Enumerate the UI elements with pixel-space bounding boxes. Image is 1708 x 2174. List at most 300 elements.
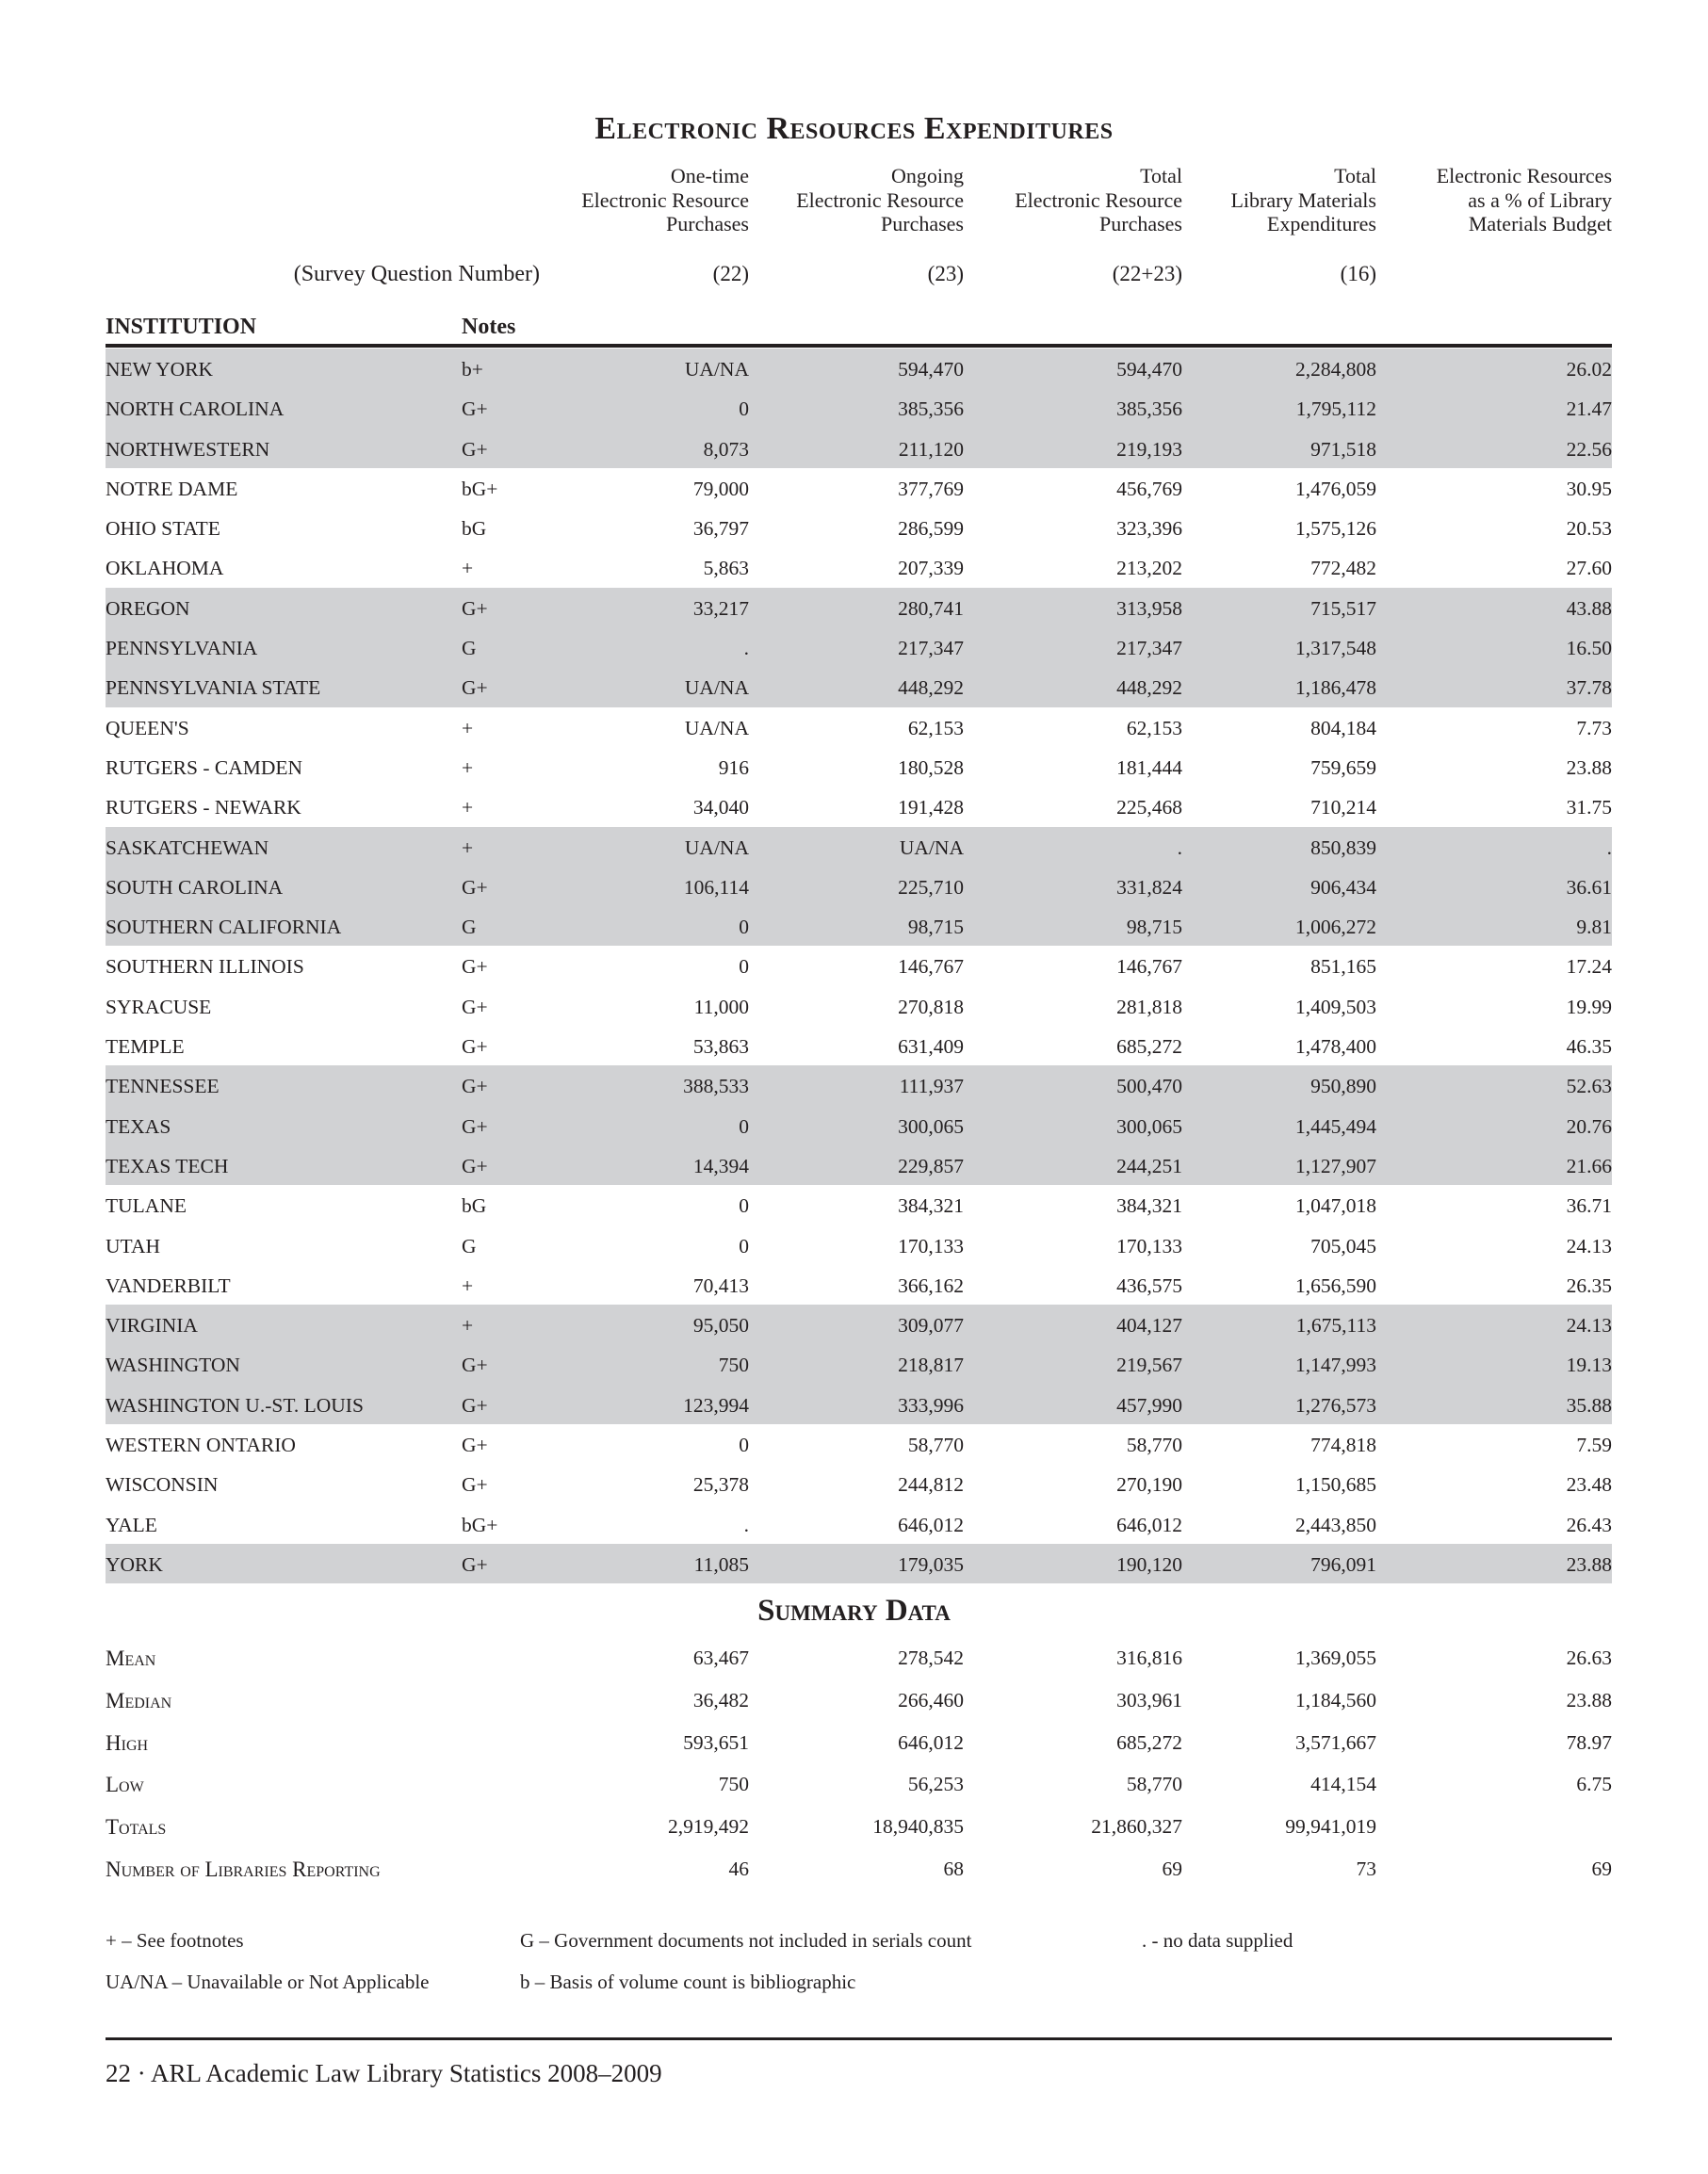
institution-name: SOUTHERN CALIFORNIA bbox=[106, 916, 342, 939]
footnote-g: G – Government documents not included in serials count bbox=[520, 1929, 972, 1952]
table-cell-value: 772,482 bbox=[1310, 557, 1376, 580]
institution-name: PENNSYLVANIA bbox=[106, 637, 258, 660]
table-cell-value: 377,769 bbox=[898, 477, 964, 500]
institution-notes: G+ bbox=[462, 397, 488, 421]
survey-number: (16) bbox=[1340, 262, 1376, 285]
table-cell-value: 1,147,993 bbox=[1295, 1354, 1376, 1377]
survey-number: (23) bbox=[927, 262, 964, 285]
table-cell-value: 300,065 bbox=[1116, 1114, 1182, 1138]
table-cell-value: 685,272 bbox=[1116, 1035, 1182, 1059]
table-cell-value: 70,413 bbox=[692, 1274, 749, 1297]
institution-notes: G+ bbox=[462, 437, 488, 461]
institution-name: VIRGINIA bbox=[106, 1314, 198, 1338]
table-row bbox=[106, 946, 1612, 985]
table-cell-value: 705,045 bbox=[1310, 1234, 1376, 1257]
table-cell-value: 1,476,059 bbox=[1295, 477, 1376, 500]
table-cell-value: 7.59 bbox=[1576, 1434, 1612, 1457]
table-cell-value: 36.61 bbox=[1566, 875, 1612, 899]
table-cell-value: 24.13 bbox=[1566, 1314, 1612, 1338]
table-cell-value: 62,153 bbox=[907, 716, 964, 739]
table-cell-value: 1,656,590 bbox=[1295, 1274, 1376, 1297]
table-cell-value: 26.43 bbox=[1566, 1513, 1612, 1536]
summary-value: 56,253 bbox=[907, 1773, 964, 1796]
table-cell-value: 366,162 bbox=[898, 1274, 964, 1297]
institution-notes: bG+ bbox=[462, 477, 498, 500]
institution-notes: bG+ bbox=[462, 1513, 498, 1536]
column-header-line: Purchases bbox=[1099, 212, 1182, 235]
column-header-line: Ongoing bbox=[891, 164, 964, 187]
table-cell-value: 448,292 bbox=[1116, 676, 1182, 700]
table-row bbox=[106, 1305, 1612, 1344]
column-header-line: as a % of Library bbox=[1468, 187, 1612, 212]
table-cell-value: 58,770 bbox=[1126, 1434, 1182, 1457]
summary-value: 266,460 bbox=[898, 1688, 964, 1712]
footnote-dot: . - no data supplied bbox=[1142, 1929, 1293, 1952]
institution-notes: G+ bbox=[462, 1114, 488, 1138]
table-cell-value: 26.35 bbox=[1566, 1274, 1612, 1297]
table-row bbox=[106, 1065, 1612, 1105]
table-cell-value: 219,193 bbox=[1116, 437, 1182, 461]
table-cell-value: 43.88 bbox=[1566, 596, 1612, 620]
table-cell-value: 170,133 bbox=[1116, 1234, 1182, 1257]
summary-value: 316,816 bbox=[1116, 1647, 1182, 1669]
table-cell-value: 181,444 bbox=[1116, 755, 1182, 779]
table-cell-value: 53,863 bbox=[692, 1035, 749, 1059]
institution-notes: b+ bbox=[462, 358, 483, 381]
table-cell-value: 1,127,907 bbox=[1295, 1154, 1376, 1177]
table-cell-value: 594,470 bbox=[1116, 358, 1182, 381]
table-cell-value: 170,133 bbox=[898, 1234, 964, 1257]
column-header-one-time bbox=[581, 164, 749, 236]
summary-label: Low bbox=[106, 1773, 144, 1797]
page-title: Electronic Resources Expenditures bbox=[594, 111, 1114, 146]
table-cell-value: 211,120 bbox=[898, 437, 964, 461]
summary-value: 685,272 bbox=[1116, 1730, 1182, 1754]
table-cell-value: 1,675,113 bbox=[1295, 1314, 1376, 1338]
institution-name: WASHINGTON bbox=[106, 1354, 240, 1377]
table-cell-value: 715,517 bbox=[1310, 596, 1376, 620]
summary-value: 78.97 bbox=[1566, 1730, 1612, 1754]
column-header-percent bbox=[1437, 164, 1612, 236]
institution-name: SOUTH CAROLINA bbox=[106, 875, 284, 899]
table-cell-value: 1,276,573 bbox=[1295, 1393, 1376, 1417]
institution-notes: G bbox=[462, 637, 477, 660]
table-cell-value: 280,741 bbox=[898, 596, 964, 620]
table-cell-value: 34,040 bbox=[692, 796, 749, 819]
column-header-line: Library Materials bbox=[1230, 187, 1376, 212]
table-cell-value: 111,937 bbox=[899, 1075, 964, 1098]
table-cell-value: 52.63 bbox=[1566, 1075, 1612, 1098]
institution-name: NORTH CAROLINA bbox=[106, 397, 285, 421]
table-cell-value: 217,347 bbox=[1116, 637, 1182, 660]
table-cell-value: 98,715 bbox=[1126, 916, 1182, 939]
survey-question-label: (Survey Question Number) bbox=[293, 262, 540, 286]
table-cell-value: 20.53 bbox=[1566, 517, 1612, 541]
table-row bbox=[106, 508, 1612, 547]
table-cell-value: 218,817 bbox=[898, 1354, 964, 1377]
table-row bbox=[106, 1026, 1612, 1065]
table-cell-value: 851,165 bbox=[1310, 955, 1376, 979]
summary-value: 69 bbox=[1162, 1857, 1182, 1880]
footnote-b: b – Basis of volume count is bibliographic bbox=[520, 1971, 856, 1993]
institution-notes: G+ bbox=[462, 995, 488, 1018]
table-cell-value: 1,317,548 bbox=[1295, 637, 1376, 660]
column-header-line: Electronic Resource bbox=[1015, 187, 1182, 212]
table-cell-value: 286,599 bbox=[898, 517, 964, 541]
table-cell-value: 270,818 bbox=[898, 995, 964, 1018]
summary-value: 18,940,835 bbox=[872, 1815, 964, 1839]
table-row bbox=[106, 349, 1612, 388]
summary-value: 303,961 bbox=[1116, 1688, 1182, 1712]
institution-notes: G+ bbox=[462, 1393, 488, 1417]
table-cell-value: 191,428 bbox=[898, 796, 964, 819]
table-row bbox=[106, 1145, 1612, 1185]
table-cell-value: 225,710 bbox=[898, 875, 964, 899]
table-row bbox=[106, 627, 1612, 667]
table-cell-value: 25,378 bbox=[692, 1473, 749, 1497]
table-cell-value: UA/NA bbox=[684, 836, 749, 859]
table-cell-value: 500,470 bbox=[1116, 1075, 1182, 1098]
summary-row bbox=[106, 1728, 1612, 1770]
institution-name: SOUTHERN ILLINOIS bbox=[106, 955, 304, 979]
table-cell-value: 22.56 bbox=[1566, 437, 1612, 461]
institution-notes: bG bbox=[462, 517, 487, 541]
summary-value: 99,941,019 bbox=[1285, 1815, 1376, 1839]
institution-name: WISCONSIN bbox=[106, 1473, 219, 1497]
table-cell-value: . bbox=[743, 1513, 749, 1536]
table-cell-value: 774,818 bbox=[1310, 1434, 1376, 1457]
summary-value: 3,571,667 bbox=[1295, 1730, 1376, 1754]
table-cell-value: 106,114 bbox=[683, 875, 749, 899]
institution-notes: + bbox=[462, 1274, 474, 1297]
table-cell-value: 384,321 bbox=[1116, 1194, 1182, 1218]
table-cell-value: 31.75 bbox=[1566, 796, 1612, 819]
table-cell-value: 123,994 bbox=[683, 1393, 749, 1417]
summary-value: 69 bbox=[1591, 1857, 1612, 1880]
table-cell-value: 796,091 bbox=[1310, 1552, 1376, 1576]
institution-notes: G+ bbox=[462, 1434, 488, 1457]
institution-notes: + bbox=[462, 755, 474, 779]
institution-notes: + bbox=[462, 796, 474, 819]
table-cell-value: 631,409 bbox=[898, 1035, 964, 1059]
institution-name: OREGON bbox=[106, 596, 190, 620]
column-header-ongoing bbox=[796, 164, 964, 236]
column-header-line: Electronic Resources bbox=[1436, 164, 1612, 187]
table-cell-value: 37.78 bbox=[1566, 676, 1612, 700]
institution-notes: G bbox=[462, 1234, 477, 1257]
institution-name: TULANE bbox=[106, 1194, 187, 1218]
summary-value: 750 bbox=[718, 1773, 749, 1796]
table-cell-value: 62,153 bbox=[1126, 716, 1182, 739]
table-cell-value: 850,839 bbox=[1310, 836, 1376, 859]
table-row bbox=[106, 429, 1612, 468]
table-cell-value: 1,006,272 bbox=[1295, 916, 1376, 939]
table-cell-value: 21.47 bbox=[1566, 397, 1612, 421]
table-cell-value: 146,767 bbox=[1116, 955, 1182, 979]
table-row bbox=[106, 1185, 1612, 1225]
institution-notes: G+ bbox=[462, 1035, 488, 1059]
summary-value: 21,860,327 bbox=[1091, 1815, 1182, 1839]
table-cell-value: 14,394 bbox=[692, 1154, 749, 1177]
table-row bbox=[106, 1385, 1612, 1424]
table-cell-value: 0 bbox=[739, 1434, 749, 1457]
table-cell-value: 759,659 bbox=[1310, 755, 1376, 779]
table-cell-value: 35.88 bbox=[1566, 1393, 1612, 1417]
summary-label: Number of Libraries Reporting bbox=[106, 1857, 381, 1881]
footnote-uana: UA/NA – Unavailable or Not Applicable bbox=[106, 1971, 430, 1993]
survey-number: (22) bbox=[712, 262, 749, 285]
summary-value: 1,184,560 bbox=[1295, 1688, 1376, 1712]
institution-name: NEW YORK bbox=[106, 358, 214, 381]
table-row bbox=[106, 906, 1612, 946]
institution-notes: G+ bbox=[462, 1552, 488, 1576]
table-cell-value: 1,575,126 bbox=[1295, 517, 1376, 541]
summary-table bbox=[106, 1643, 1612, 1896]
table-cell-value: 19.13 bbox=[1566, 1354, 1612, 1377]
table-cell-value: 0 bbox=[739, 397, 749, 421]
summary-value: 2,919,492 bbox=[668, 1815, 749, 1839]
table-cell-value: 33,217 bbox=[692, 596, 749, 620]
table-cell-value: 7.73 bbox=[1576, 716, 1612, 739]
table-cell-value: 17.24 bbox=[1566, 955, 1612, 979]
table-row bbox=[106, 1424, 1612, 1464]
table-cell-value: 26.02 bbox=[1566, 358, 1612, 381]
table-cell-value: UA/NA bbox=[684, 676, 749, 700]
table-cell-value: 1,150,685 bbox=[1295, 1473, 1376, 1497]
table-row bbox=[106, 1344, 1612, 1384]
summary-label: Median bbox=[106, 1688, 172, 1712]
table-cell-value: 36,797 bbox=[692, 517, 749, 541]
table-cell-value: 23.88 bbox=[1566, 755, 1612, 779]
page-footer: 22 · ARL Academic Law Library Statistics 2008–2009 bbox=[106, 2059, 662, 2087]
summary-value: 6.75 bbox=[1576, 1773, 1612, 1796]
summary-value: 63,467 bbox=[692, 1647, 749, 1669]
table-cell-value: 58,770 bbox=[907, 1434, 964, 1457]
summary-value: 58,770 bbox=[1126, 1773, 1182, 1796]
summary-value: 1,369,055 bbox=[1295, 1647, 1376, 1669]
table-cell-value: 0 bbox=[739, 916, 749, 939]
table-cell-value: 21.66 bbox=[1566, 1154, 1612, 1177]
column-header-line: Electronic Resource bbox=[796, 187, 964, 212]
table-cell-value: 456,769 bbox=[1116, 477, 1182, 500]
institution-name: SASKATCHEWAN bbox=[106, 836, 269, 859]
column-header-line: Expenditures bbox=[1266, 212, 1376, 235]
summary-value: 278,542 bbox=[898, 1647, 964, 1669]
institution-name: PENNSYLVANIA STATE bbox=[106, 676, 321, 700]
summary-row bbox=[106, 1643, 1612, 1685]
table-cell-value: 1,047,018 bbox=[1295, 1194, 1376, 1218]
table-cell-value: 388,533 bbox=[683, 1075, 749, 1098]
summary-value: 46 bbox=[728, 1857, 749, 1880]
table-cell-value: 906,434 bbox=[1310, 875, 1376, 899]
table-cell-value: 331,824 bbox=[1116, 875, 1182, 899]
table-cell-value: . bbox=[743, 637, 749, 660]
table-cell-value: 219,567 bbox=[1116, 1354, 1182, 1377]
table-cell-value: UA/NA bbox=[684, 358, 749, 381]
table-cell-value: 0 bbox=[739, 955, 749, 979]
column-header-total-electronic bbox=[1015, 164, 1182, 236]
institution-name: NORTHWESTERN bbox=[106, 437, 270, 461]
table-cell-value: 16.50 bbox=[1566, 637, 1612, 660]
table-cell-value: 8,073 bbox=[703, 437, 749, 461]
table-cell-value: 0 bbox=[739, 1194, 749, 1218]
summary-title: Summary Data bbox=[757, 1594, 951, 1628]
institution-notes: + bbox=[462, 1314, 474, 1338]
institution-name: YORK bbox=[106, 1552, 163, 1576]
table-row bbox=[106, 747, 1612, 787]
table-row bbox=[106, 388, 1612, 428]
table-cell-value: 11,085 bbox=[693, 1552, 749, 1576]
table-cell-value: . bbox=[1606, 836, 1612, 859]
table-cell-value: 384,321 bbox=[898, 1194, 964, 1218]
summary-value: 23.88 bbox=[1566, 1688, 1612, 1712]
institution-notes: + bbox=[462, 557, 474, 580]
table-cell-value: 2,443,850 bbox=[1295, 1513, 1376, 1536]
institution-name: OHIO STATE bbox=[106, 517, 220, 541]
summary-value: 73 bbox=[1356, 1857, 1376, 1880]
summary-value: 593,651 bbox=[683, 1730, 749, 1754]
institution-name: QUEEN'S bbox=[106, 716, 189, 739]
table-cell-value: 323,396 bbox=[1116, 517, 1182, 541]
table-cell-value: 1,445,494 bbox=[1295, 1114, 1376, 1138]
table-cell-value: 750 bbox=[718, 1354, 749, 1377]
column-header-line: Total bbox=[1140, 164, 1182, 187]
header-divider bbox=[106, 344, 1612, 348]
table-row bbox=[106, 986, 1612, 1026]
table-cell-value: 457,990 bbox=[1116, 1393, 1182, 1417]
summary-label: Mean bbox=[106, 1647, 156, 1670]
table-cell-value: 27.60 bbox=[1566, 557, 1612, 580]
table-row bbox=[106, 707, 1612, 747]
institution-header: INSTITUTION bbox=[106, 315, 257, 339]
institution-name: NOTRE DAME bbox=[106, 477, 238, 500]
table-cell-value: 2,284,808 bbox=[1295, 358, 1376, 381]
table-cell-value: 79,000 bbox=[692, 477, 749, 500]
table-row bbox=[106, 547, 1612, 587]
table-cell-value: 0 bbox=[739, 1114, 749, 1138]
table-cell-value: 20.76 bbox=[1566, 1114, 1612, 1138]
table-cell-value: 0 bbox=[739, 1234, 749, 1257]
table-row bbox=[106, 468, 1612, 508]
table-row bbox=[106, 1225, 1612, 1265]
table-cell-value: 23.88 bbox=[1566, 1552, 1612, 1576]
table-row bbox=[106, 667, 1612, 706]
summary-value: 26.63 bbox=[1566, 1647, 1612, 1669]
summary-label: High bbox=[106, 1730, 149, 1755]
institution-notes: + bbox=[462, 716, 474, 739]
survey-number: (22+23) bbox=[1112, 262, 1182, 285]
institution-name: UTAH bbox=[106, 1234, 160, 1257]
table-row bbox=[106, 588, 1612, 627]
institution-notes: G+ bbox=[462, 596, 488, 620]
institution-name: RUTGERS - NEWARK bbox=[106, 796, 301, 819]
table-cell-value: 300,065 bbox=[898, 1114, 964, 1138]
summary-value: 414,154 bbox=[1310, 1773, 1376, 1796]
table-cell-value: 1,478,400 bbox=[1295, 1035, 1376, 1059]
table-cell-value: 385,356 bbox=[898, 397, 964, 421]
table-cell-value: 24.13 bbox=[1566, 1234, 1612, 1257]
institution-name: WESTERN ONTARIO bbox=[106, 1434, 296, 1457]
table-cell-value: 217,347 bbox=[898, 637, 964, 660]
notes-header: Notes bbox=[462, 315, 516, 339]
institution-name: TEXAS bbox=[106, 1114, 171, 1138]
column-header-line: Purchases bbox=[666, 212, 749, 235]
table-cell-value: 244,812 bbox=[898, 1473, 964, 1497]
institution-notes: G+ bbox=[462, 1075, 488, 1098]
table-cell-value: 190,120 bbox=[1116, 1552, 1182, 1576]
table-cell-value: 804,184 bbox=[1310, 716, 1376, 739]
table-cell-value: 30.95 bbox=[1566, 477, 1612, 500]
table-cell-value: 244,251 bbox=[1116, 1154, 1182, 1177]
institution-name: TENNESSEE bbox=[106, 1075, 220, 1098]
column-header-line: Purchases bbox=[881, 212, 964, 235]
institution-notes: G+ bbox=[462, 676, 488, 700]
institution-notes: G+ bbox=[462, 1354, 488, 1377]
table-cell-value: 646,012 bbox=[898, 1513, 964, 1536]
column-header-line: Total bbox=[1334, 164, 1376, 187]
summary-value: 646,012 bbox=[898, 1730, 964, 1754]
table-cell-value: . bbox=[1177, 836, 1182, 859]
table-row bbox=[106, 1544, 1612, 1583]
summary-value: 68 bbox=[943, 1857, 964, 1880]
table-cell-value: 270,190 bbox=[1116, 1473, 1182, 1497]
table-cell-value: 710,214 bbox=[1310, 796, 1376, 819]
institution-notes: G+ bbox=[462, 1154, 488, 1177]
institution-name: TEMPLE bbox=[106, 1035, 185, 1059]
table-row bbox=[106, 1106, 1612, 1145]
table-cell-value: 146,767 bbox=[898, 955, 964, 979]
table-cell-value: 313,958 bbox=[1116, 596, 1182, 620]
institution-name: YALE bbox=[106, 1513, 157, 1536]
table-cell-value: 95,050 bbox=[692, 1314, 749, 1338]
institution-table bbox=[106, 349, 1612, 1583]
table-cell-value: 309,077 bbox=[898, 1314, 964, 1338]
table-cell-value: 179,035 bbox=[898, 1552, 964, 1576]
table-row bbox=[106, 787, 1612, 826]
table-cell-value: UA/NA bbox=[899, 836, 964, 859]
column-header-total-library bbox=[1230, 164, 1376, 236]
institution-name: WASHINGTON U.-ST. LOUIS bbox=[106, 1393, 364, 1417]
table-cell-value: 448,292 bbox=[898, 676, 964, 700]
table-cell-value: 646,012 bbox=[1116, 1513, 1182, 1536]
table-row bbox=[106, 827, 1612, 867]
summary-row bbox=[106, 1769, 1612, 1811]
table-row bbox=[106, 1464, 1612, 1503]
institution-name: TEXAS TECH bbox=[106, 1154, 229, 1177]
table-cell-value: 1,795,112 bbox=[1295, 397, 1376, 421]
footer-rule bbox=[106, 2037, 1612, 2040]
table-cell-value: 225,468 bbox=[1116, 796, 1182, 819]
table-cell-value: 594,470 bbox=[898, 358, 964, 381]
column-header-line: Electronic Resource bbox=[581, 187, 749, 212]
footnote-plus: + – See footnotes bbox=[106, 1929, 244, 1952]
table-cell-value: 213,202 bbox=[1116, 557, 1182, 580]
institution-notes: + bbox=[462, 836, 474, 859]
institution-notes: G+ bbox=[462, 875, 488, 899]
column-header-line: Materials Budget bbox=[1468, 212, 1612, 235]
table-cell-value: 436,575 bbox=[1116, 1274, 1182, 1297]
table-cell-value: 9.81 bbox=[1576, 916, 1612, 939]
institution-notes: G+ bbox=[462, 955, 488, 979]
summary-value: 36,482 bbox=[692, 1688, 749, 1712]
table-cell-value: 385,356 bbox=[1116, 397, 1182, 421]
table-cell-value: 1,186,478 bbox=[1295, 676, 1376, 700]
table-cell-value: UA/NA bbox=[684, 716, 749, 739]
institution-notes: G+ bbox=[462, 1473, 488, 1497]
summary-row bbox=[106, 1854, 1612, 1896]
table-row bbox=[106, 1504, 1612, 1544]
summary-row bbox=[106, 1811, 1612, 1854]
